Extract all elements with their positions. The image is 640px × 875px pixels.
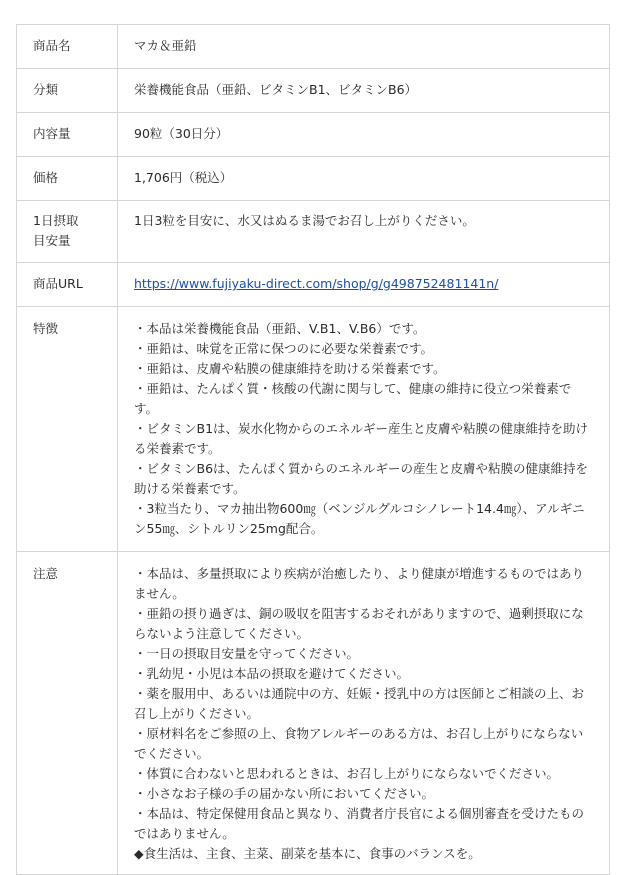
label-daily-dosage-line1: 1日摂取 (33, 213, 79, 228)
row-product-url (17, 263, 610, 307)
caution-item: ・一日の摂取目安量を守ってください。 (134, 646, 360, 661)
feature-item: ・本品は栄養機能食品（亜鉛、V.B1、V.B6）です。 (134, 321, 426, 336)
caution-item: ・乳幼児・小児は本品の摂取を避けてください。 (134, 666, 410, 681)
feature-item: ・亜鉛は、たんぱく質・核酸の代謝に関与して、健康の維持に役立つ栄養素です。 (134, 381, 572, 416)
feature-item: ・3粒当たり、マカ抽出物600㎎（ベンジルグルコシノレート14.4㎎）、アルギニン55㎎、シトルリン25mg配合。 (134, 501, 585, 536)
caution-item: ・体質に合わないと思われるときは、お召し上がりにならないでください。 (134, 766, 560, 781)
product-spec-table (16, 24, 610, 875)
feature-item: ・亜鉛は、皮膚や粘膜の健康維持を助ける栄養素です。 (134, 361, 446, 376)
row-price (17, 157, 610, 201)
feature-item: ・ビタミンB6は、たんぱく質からのエネルギーの産生と皮膚や粘膜の健康維持を助ける栄養素です。 (134, 461, 589, 496)
caution-item: ◆食生活は、主食、主菜、副菜を基本に、食事のバランスを。 (134, 846, 481, 861)
value-features (118, 307, 610, 552)
row-quantity (17, 113, 610, 157)
caution-item: ・原材料名をご参照の上、食物アレルギーのある方は、お召し上がりにならないでください。 (134, 726, 584, 761)
feature-item: ・ビタミンB1は、炭水化物からのエネルギー産生と皮膚や粘膜の健康維持を助ける栄養素です。 (134, 421, 589, 456)
feature-item: ・亜鉛は、味覚を正常に保つのに必要な栄養素です。 (134, 341, 434, 356)
label-features: 特徴 (17, 307, 118, 552)
product-url-link[interactable]: https://www.fujiyaku-direct.com/shop/g/g498752481141n/ (134, 276, 499, 291)
value-category: 栄養機能食品（亜鉛、ビタミンB1、ビタミンB6） (118, 69, 610, 113)
value-product-name: マカ＆亜鉛 (118, 25, 610, 69)
label-product-url: 商品URL (17, 263, 118, 307)
caution-item: ・薬を服用中、あるいは通院中の方、妊娠・授乳中の方は医師とご相談の上、お召し上がりください。 (134, 686, 585, 721)
label-cautions: 注意 (17, 552, 118, 875)
label-product-name: 商品名 (17, 25, 118, 69)
row-product-name (17, 25, 610, 69)
label-price: 価格 (17, 157, 118, 201)
product-spec-sheet (16, 24, 610, 875)
cautions-list (134, 564, 593, 864)
value-price: 1,706円（税込） (118, 157, 610, 201)
label-quantity: 内容量 (17, 113, 118, 157)
label-daily-dosage (17, 201, 118, 263)
row-features (17, 307, 610, 552)
label-daily-dosage-line2: 目安量 (33, 233, 71, 248)
caution-item: ・亜鉛の摂り過ぎは、銅の吸収を阻害するおそれがありますので、過剰摂取にならないよう注意してください。 (134, 606, 584, 641)
caution-item: ・小さなお子様の手の届かない所においてください。 (134, 786, 435, 801)
value-product-url-cell (118, 263, 610, 307)
row-category (17, 69, 610, 113)
features-list (134, 319, 593, 539)
row-daily-dosage (17, 201, 610, 263)
caution-item: ・本品は、多量摂取により疾病が治癒したり、より健康が増進するものではありません。 (134, 566, 585, 601)
label-category: 分類 (17, 69, 118, 113)
value-daily-dosage: 1日3粒を目安に、水又はぬるま湯でお召し上がりください。 (118, 201, 610, 263)
value-cautions (118, 552, 610, 875)
row-cautions (17, 552, 610, 875)
value-quantity: 90粒（30日分） (118, 113, 610, 157)
caution-item: ・本品は、特定保健用食品と異なり、消費者庁長官による個別審査を受けたものではありません。 (134, 806, 585, 841)
